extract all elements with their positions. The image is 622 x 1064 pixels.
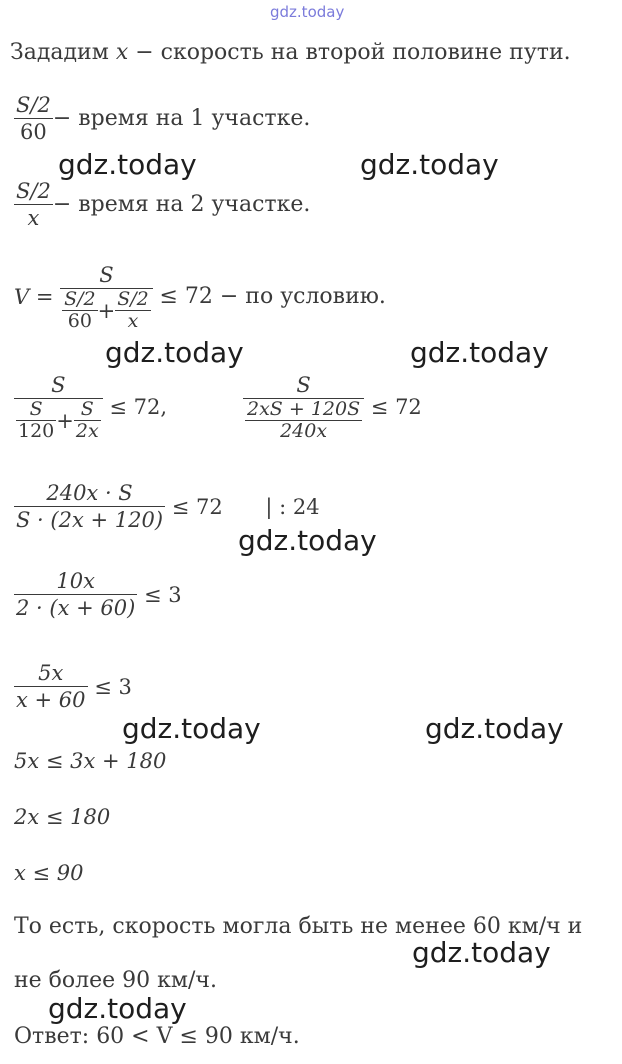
step1a-den-frac-1-num: S: [16, 399, 56, 421]
time-segment-2: [14, 178, 310, 231]
conclusion-line-2: не более 90 км/ч.: [14, 968, 217, 993]
step1b-denominator: [243, 399, 364, 442]
step4: [14, 660, 132, 713]
t1-fraction: [14, 92, 53, 145]
step2-numerator: 240x · S: [14, 480, 165, 507]
intro-suffix: − скорость на второй половине пути.: [128, 40, 571, 65]
step1-left: [14, 372, 167, 442]
time-segment-1: [14, 92, 310, 145]
top-watermark: gdz.today: [270, 3, 345, 21]
step1a-den-frac-2-den: 2x: [75, 420, 99, 442]
step7: x ≤ 90: [14, 861, 84, 885]
v-den-frac-1-num: S/2: [64, 288, 96, 310]
step2-divisor: | : 24: [265, 494, 320, 519]
watermark: gdz.today: [425, 712, 564, 745]
v-rhs: ≤ 72 − по условию.: [159, 284, 386, 309]
step2-denominator: S · (2x + 120): [16, 508, 164, 532]
step4-denominator: x + 60: [16, 688, 86, 712]
v-fraction: [60, 262, 153, 332]
t2-denominator: x: [27, 206, 40, 230]
v-den-frac-1-den: 60: [67, 310, 92, 332]
intro-variable: x: [115, 40, 129, 65]
step1a-fraction: [14, 372, 103, 442]
step1a-denominator: [14, 399, 103, 442]
t1-text: − время на 1 участке.: [52, 105, 311, 131]
step4-rhs: ≤ 3: [94, 674, 132, 699]
v-den-frac-2-num: S/2: [117, 288, 149, 310]
watermark: gdz.today: [58, 148, 197, 181]
watermark: gdz.today: [410, 336, 549, 369]
t1-numerator: S/2: [16, 93, 51, 117]
step1-right: [243, 372, 422, 442]
step1b-fraction: [243, 372, 364, 442]
step1a-den-frac-1-den: 120: [18, 420, 55, 442]
step5: 5x ≤ 3x + 180: [14, 749, 167, 773]
intro-line: [10, 40, 571, 66]
v-denominator: [60, 289, 153, 332]
watermark: gdz.today: [238, 524, 377, 557]
watermark: gdz.today: [105, 336, 244, 369]
step1a-den-frac-2: [74, 399, 101, 442]
step1b-den-frac-num: 2xS + 120S: [247, 398, 361, 420]
step1a-den-frac-1: [16, 399, 56, 442]
intro-prefix: Зададим: [10, 40, 116, 65]
v-den-plus: +: [97, 298, 116, 323]
watermark: gdz.today: [412, 936, 551, 969]
step1a-rhs: ≤ 72,: [109, 395, 168, 419]
watermark: gdz.today: [48, 992, 187, 1025]
watermark: gdz.today: [360, 148, 499, 181]
step1b-den-frac: [245, 399, 362, 442]
watermark: gdz.today: [122, 712, 261, 745]
step2-fraction: [14, 480, 165, 533]
step1b-numerator: S: [243, 372, 364, 399]
v-lhs: V =: [14, 285, 54, 309]
step3: [14, 568, 182, 621]
v-den-frac-2: [115, 289, 151, 332]
step1b-den-frac-den: 240x: [280, 420, 328, 442]
step1a-numerator: S: [14, 372, 103, 399]
velocity-equation: [14, 262, 386, 332]
step1a-den-frac-2-num: S: [74, 399, 101, 421]
answer-line: Ответ: 60 < V ≤ 90 км/ч.: [14, 1024, 300, 1049]
v-den-frac-1: [62, 289, 98, 332]
step2-rhs: ≤ 72: [171, 494, 223, 519]
step1a-plus: +: [56, 408, 74, 433]
step3-fraction: [14, 568, 137, 621]
t2-numerator: S/2: [16, 179, 51, 203]
step1b-rhs: ≤ 72: [370, 395, 422, 419]
t1-denominator: 60: [20, 120, 47, 144]
step4-fraction: [14, 660, 88, 713]
v-numerator: S: [60, 262, 153, 289]
step3-denominator: 2 · (x + 60): [16, 596, 136, 620]
step4-numerator: 5x: [14, 660, 88, 687]
conclusion-line-1: То есть, скорость могла быть не менее 60 км/ч и: [14, 914, 583, 939]
step3-numerator: 10x: [14, 568, 137, 595]
step3-rhs: ≤ 3: [143, 582, 182, 607]
step6: 2x ≤ 180: [14, 805, 111, 829]
v-den-frac-2-den: x: [127, 310, 139, 332]
t2-text: − время на 2 участке.: [52, 191, 311, 217]
t2-fraction: [14, 178, 53, 231]
